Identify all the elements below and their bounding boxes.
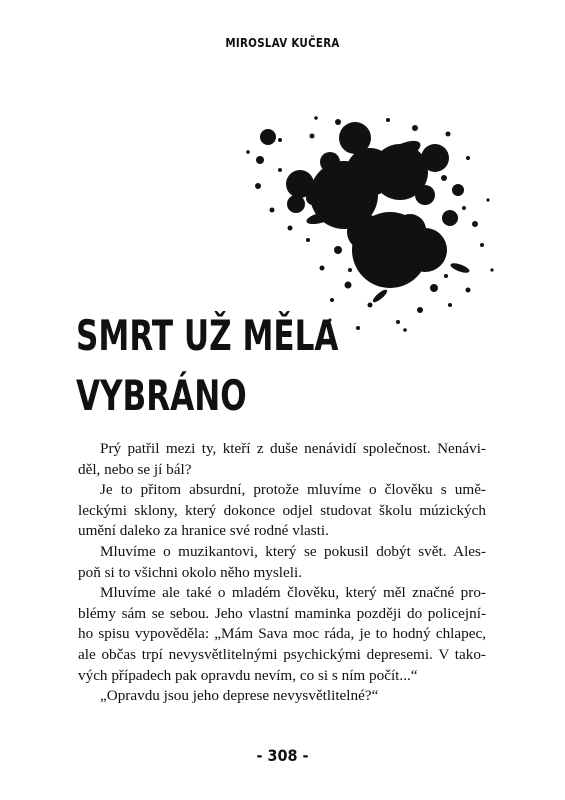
text-line: vých případech pak opravdu nevím, co si s ním počít...“ — [78, 666, 418, 684]
text-line: ale občas trpí nevysvětlitelnými psychickými depresemi. V tako- — [78, 645, 486, 663]
text-line: děl, nebo se jí bál? — [78, 460, 192, 478]
text-line: Prý patřil mezi ty, kteří z duše nenávidí společnost. Nenávi- — [100, 440, 486, 457]
text-line: blémy sám se sebou. Jeho vlastní maminka později do policejní- — [78, 604, 486, 622]
text-line: ho spisu vypověděla: „Mám Sava moc ráda, je to hodný chlapec, — [78, 625, 486, 643]
chapter-title — [76, 306, 338, 426]
running-header-author: MIROSLAV KUČERA — [225, 36, 340, 50]
chapter-title-line-1: SMRT UŽ MĚLA — [76, 311, 339, 360]
text-line: „Opravdu jsou jeho deprese nevysvětlitelné?“ — [100, 687, 379, 705]
text-line: umění daleko za hranice své rodné vlasti. — [78, 522, 329, 540]
chapter-title-line-2: VYBRÁNO — [76, 371, 247, 420]
text-line: Je to přitom absurdní, protože mluvíme o člověku s umě- — [100, 481, 486, 499]
text-line: leckými sklony, který dokonce odjel studovat školu múzických — [78, 501, 486, 519]
body-text — [78, 439, 486, 707]
page-number: - 308 - — [256, 746, 309, 765]
text-line: poň si to všichni okolo něho mysleli. — [78, 563, 303, 581]
text-line: Mluvíme ale také o mladém člověku, který měl značné pro- — [100, 584, 486, 602]
text-line: Mluvíme o muzikantovi, který se pokusil dobýt svět. Ales- — [100, 542, 486, 560]
ink-splatter-icon — [220, 100, 510, 340]
